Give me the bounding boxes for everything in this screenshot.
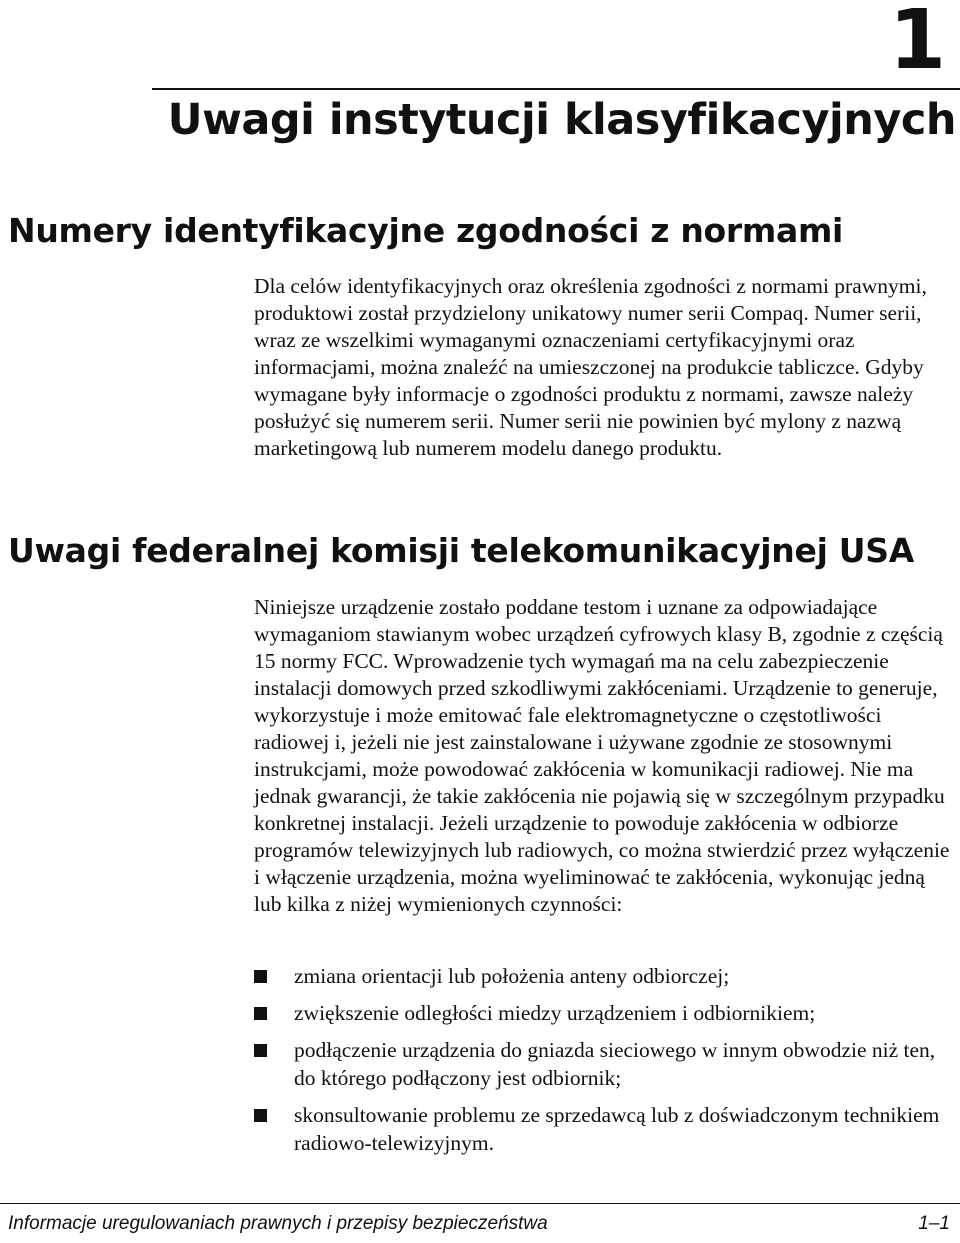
bullet-square-icon [254, 1007, 267, 1020]
fcc-paragraph: Niniejsze urządzenie zostało poddane testom i uznane za odpowiadające wymaganiom stawianym wobec urządzeń cyfrowych klasy B, zgodnie z częścią 15 normy FCC. Wprowadzenie tych wymagań ma na celu zabezpieczenie instalacji domowych przed szkodliwymi zakłóceniami. Urządzenie to generuje, wykorzystuje i może emitować fale elektromagnetyczne o częstotliwości radiowej i, jeżeli nie jest zainstalowane i używane zgodnie ze stosownymi instrukcjami, może powodować zakłócenia w komunikacji radiowej. Nie ma jednak gwarancji, że takie zakłócenia nie pojawią się w szczególnym przypadku konkretnej instalacji. Jeżeli urządzenie to powoduje zakłócenia w odbiorze programów telewizyjnych lub radiowych, co można stwierdzić przez wyłączenie i włączenie urządzenia, można wyeliminować te zakłócenia, wykonując jedną lub kilka z niżej wymienionych czynności: [254, 595, 950, 916]
chapter-title: Uwagi instytucji klasyfikacyjnych [167, 95, 956, 145]
bullet-square-icon [254, 970, 267, 983]
bullet-square-icon [254, 1044, 267, 1057]
compliance-ids-paragraph: Dla celów identyfikacyjnych oraz określenia zgodności z normami prawnymi, produktowi został przydzielony unikatowy numer serii Compaq. Numer serii, wraz ze wszelkimi wymaganymi oznaczeniami certyfikacyjnymi oraz informacjami, można znaleźć na umieszczonej na produkcie tabliczce. Gdyby wymagane były informacje o zgodności produktu z normami, zawsze należy posłużyć się numerem serii. Numer serii nie powinien być mylony z nazwą marketingową lub numerem modelu danego produktu. [254, 274, 927, 460]
chapter-number: 1 [888, 0, 944, 88]
footer-document-title: Informacje uregulowaniach prawnych i przepisy bezpieczeństwa [8, 1213, 548, 1234]
list-item-text: zmiana orientacji lub położenia anteny odbiorczej; [294, 964, 730, 988]
chapter-rule [152, 88, 960, 90]
list-item-text: zwiększenie odległości miedzy urządzeniem i odbiornikiem; [294, 1001, 816, 1025]
section-heading-fcc: Uwagi federalnej komisji telekomunikacyjnej USA [8, 531, 914, 570]
fcc-remedies-list [254, 962, 954, 1166]
bullet-square-icon [254, 1109, 267, 1122]
list-item-text: podłączenie urządzenia do gniazda sieciowego w innym obwodzie niż ten, do którego podłączony jest odbiornik; [294, 1038, 936, 1090]
list-item [254, 1036, 954, 1092]
section-heading-compliance-ids: Numery identyfikacyjne zgodności z normami [8, 211, 844, 250]
footer-rule [0, 1203, 960, 1204]
list-item [254, 999, 954, 1027]
list-item-text: skonsultowanie problemu ze sprzedawcą lub z doświadczonym technikiem radiowo-telewizyjnym. [294, 1103, 940, 1155]
list-item [254, 962, 954, 990]
list-item [254, 1101, 954, 1157]
footer-page-number: 1–1 [918, 1213, 950, 1234]
